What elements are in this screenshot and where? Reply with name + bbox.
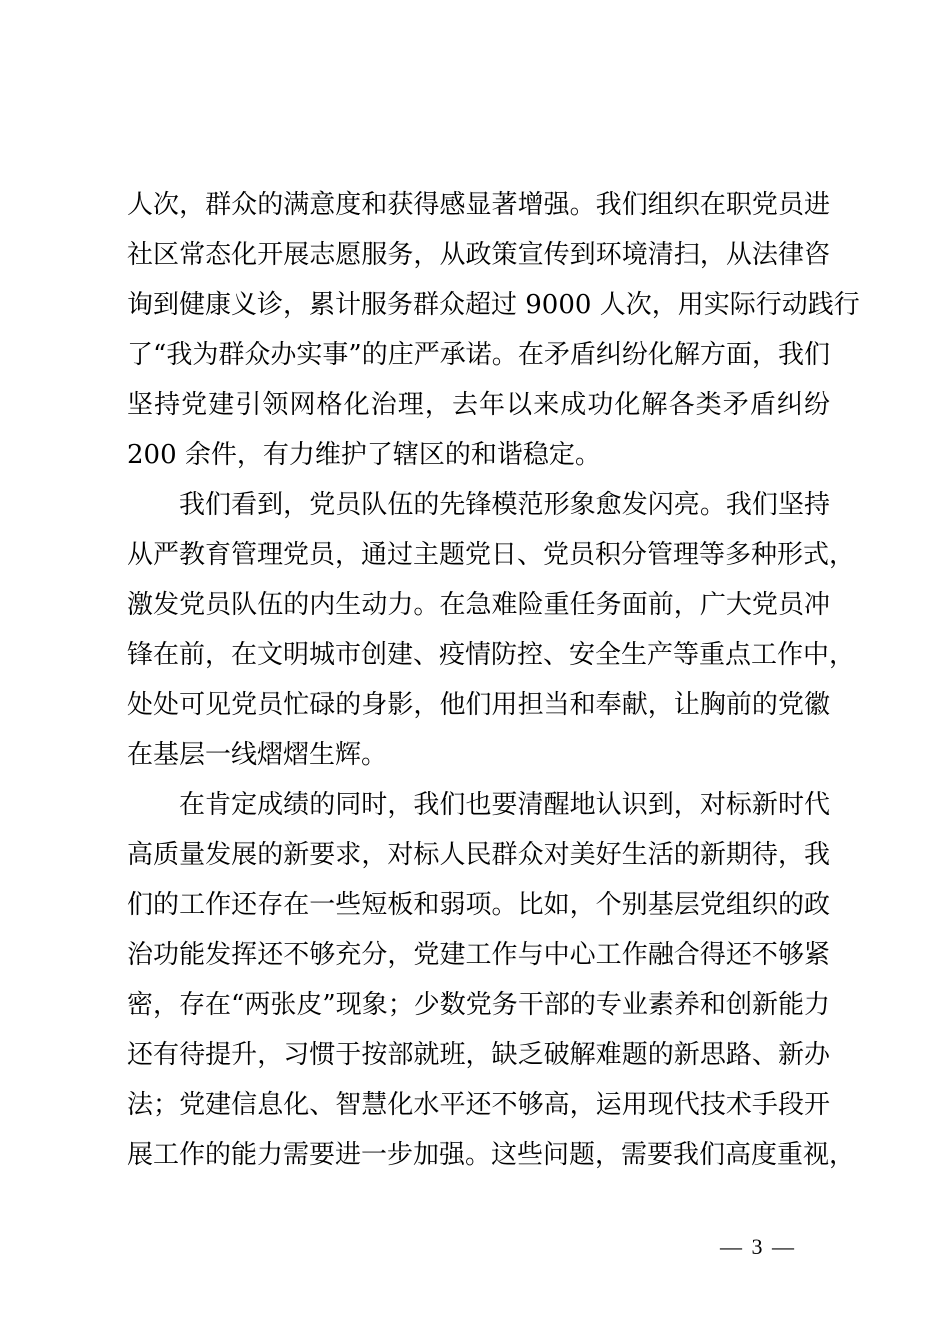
text-line: 密，存在“两张皮”现象；少数党务干部的专业素养和创新能力 (127, 990, 830, 1020)
page-number: — 3 — (720, 1234, 796, 1259)
paragraph (127, 780, 856, 1180)
text-line: 200 余件，有力维护了辖区的和谐稳定。 (127, 440, 601, 470)
text-line: 询到健康义诊，累计服务群众超过 9000 人次，用实际行动践行 (127, 290, 860, 320)
text-line: 高质量发展的新要求，对标人民群众对美好生活的新期待，我 (127, 840, 830, 870)
paragraph (127, 480, 856, 780)
text-line: 治功能发挥还不够充分，党建工作与中心工作融合得还不够紧 (127, 940, 830, 970)
text-line: 锋在前，在文明城市创建、疫情防控、安全生产等重点工作中， (127, 640, 856, 670)
text-line: 我们看到，党员队伍的先锋模范形象愈发闪亮。我们坚持 (179, 490, 830, 520)
document-body (127, 180, 860, 1180)
text-line: 了“我为群众办实事”的庄严承诺。在矛盾纠纷化解方面，我们 (127, 340, 830, 370)
text-line: 坚持党建引领网格化治理，去年以来成功化解各类矛盾纠纷 (127, 390, 830, 420)
text-line: 从严教育管理党员，通过主题党日、党员积分管理等多种形式， (127, 540, 856, 570)
text-line: 展工作的能力需要进一步加强。这些问题，需要我们高度重视， (127, 1140, 856, 1170)
text-line: 在基层一线熠熠生辉。 (127, 740, 388, 770)
text-line: 在肯定成绩的同时，我们也要清醒地认识到，对标新时代 (179, 790, 830, 820)
text-line: 处处可见党员忙碌的身影，他们用担当和奉献，让胸前的党徽 (127, 690, 830, 720)
text-line: 们的工作还存在一些短板和弱项。比如，个别基层党组织的政 (127, 890, 830, 920)
text-line: 激发党员队伍的内生动力。在急难险重任务面前，广大党员冲 (127, 590, 830, 620)
text-line: 法；党建信息化、智慧化水平还不够高，运用现代技术手段开 (127, 1090, 830, 1120)
paragraph (127, 180, 860, 480)
text-line: 人次，群众的满意度和获得感显著增强。我们组织在职党员进 (127, 190, 830, 220)
text-line: 社区常态化开展志愿服务，从政策宣传到环境清扫，从法律咨 (127, 240, 830, 270)
text-line: 还有待提升，习惯于按部就班，缺乏破解难题的新思路、新办 (127, 1040, 830, 1070)
